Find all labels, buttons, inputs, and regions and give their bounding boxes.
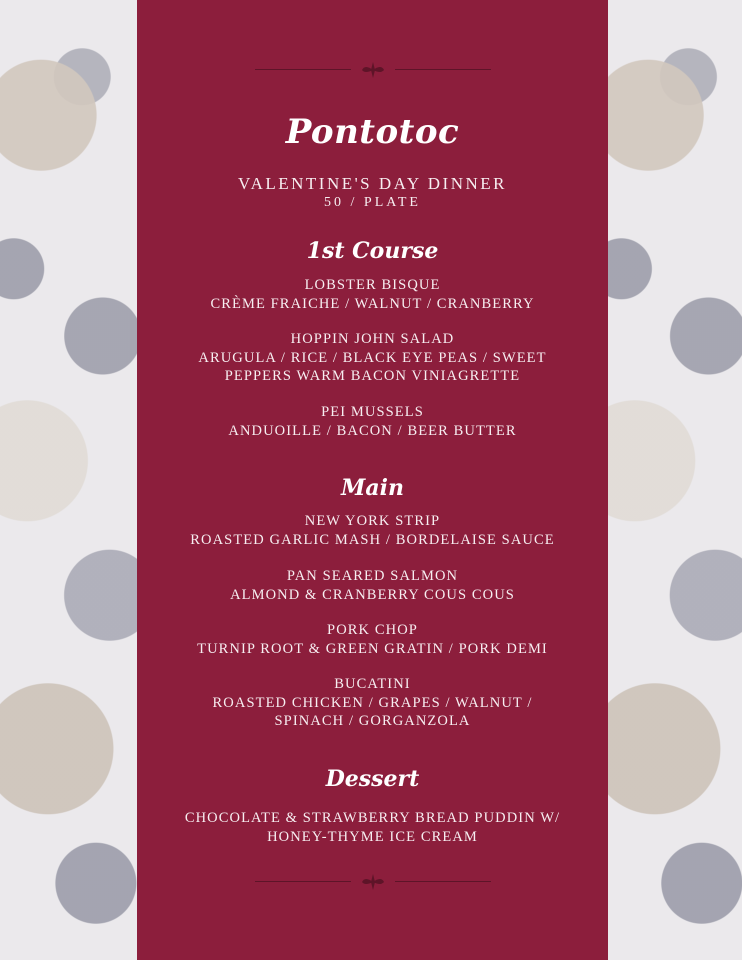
bottom-ornament	[255, 872, 491, 892]
dish-description: HONEY-THYME ICE CREAM	[267, 828, 478, 845]
dish-description: PEPPERS WARM BACON VINIAGRETTE	[224, 368, 521, 384]
dish-name: NEW YORK STRIP	[304, 513, 441, 529]
dish-name: PEI MUSSELS	[321, 404, 424, 420]
section-title-main: Main	[341, 475, 404, 501]
dish-name: HOPPIN JOHN SALAD	[290, 331, 455, 347]
menu-item	[167, 512, 578, 549]
dish-description: ALMOND & CRANBERRY COUS COUS	[230, 586, 515, 603]
menu-item	[167, 276, 578, 313]
menu-item	[167, 330, 578, 386]
fleuron-ornament-icon	[359, 60, 387, 80]
dish-description: CHOCOLATE & STRAWBERRY BREAD PUDDIN W/	[184, 810, 561, 826]
section-title-dessert: Dessert	[325, 766, 420, 792]
floral-border-right	[608, 0, 742, 960]
menu-item	[167, 809, 578, 846]
dish-name: LOBSTER BISQUE	[304, 277, 441, 293]
menu-panel	[137, 0, 608, 960]
dish-description: SPINACH / GORGANZOLA	[274, 713, 471, 729]
dish-description: TURNIP ROOT & GREEN GRATIN / PORK DEMI	[197, 640, 548, 657]
dish-description: CRÈME FRAICHE / WALNUT / CRANBERRY	[210, 295, 535, 312]
fleuron-ornament-icon	[359, 872, 387, 892]
dish-description: ARUGULA / RICE / BLACK EYE PEAS / SWEET	[198, 349, 547, 366]
top-ornament	[255, 60, 491, 80]
section-title-first-course: 1st Course	[306, 238, 439, 264]
price-line: 50 / PLATE	[324, 195, 421, 210]
dish-name: PAN SEARED SALMON	[286, 568, 459, 584]
restaurant-logo: Pontotoc	[285, 112, 460, 152]
menu-item	[167, 567, 578, 604]
dish-description: ANDUOILLE / BACON / BEER BUTTER	[228, 422, 517, 439]
dish-name: BUCATINI	[334, 676, 411, 692]
dish-description: ROASTED CHICKEN / GRAPES / WALNUT /	[212, 694, 533, 711]
dish-description: ROASTED GARLIC MASH / BORDELAISE SAUCE	[190, 531, 555, 548]
menu-item	[167, 403, 578, 440]
menu-item	[167, 621, 578, 658]
floral-border-left	[0, 0, 137, 960]
dish-name: PORK CHOP	[327, 622, 418, 638]
menu-item	[167, 675, 578, 731]
event-title: VALENTINE'S DAY DINNER	[238, 174, 507, 193]
